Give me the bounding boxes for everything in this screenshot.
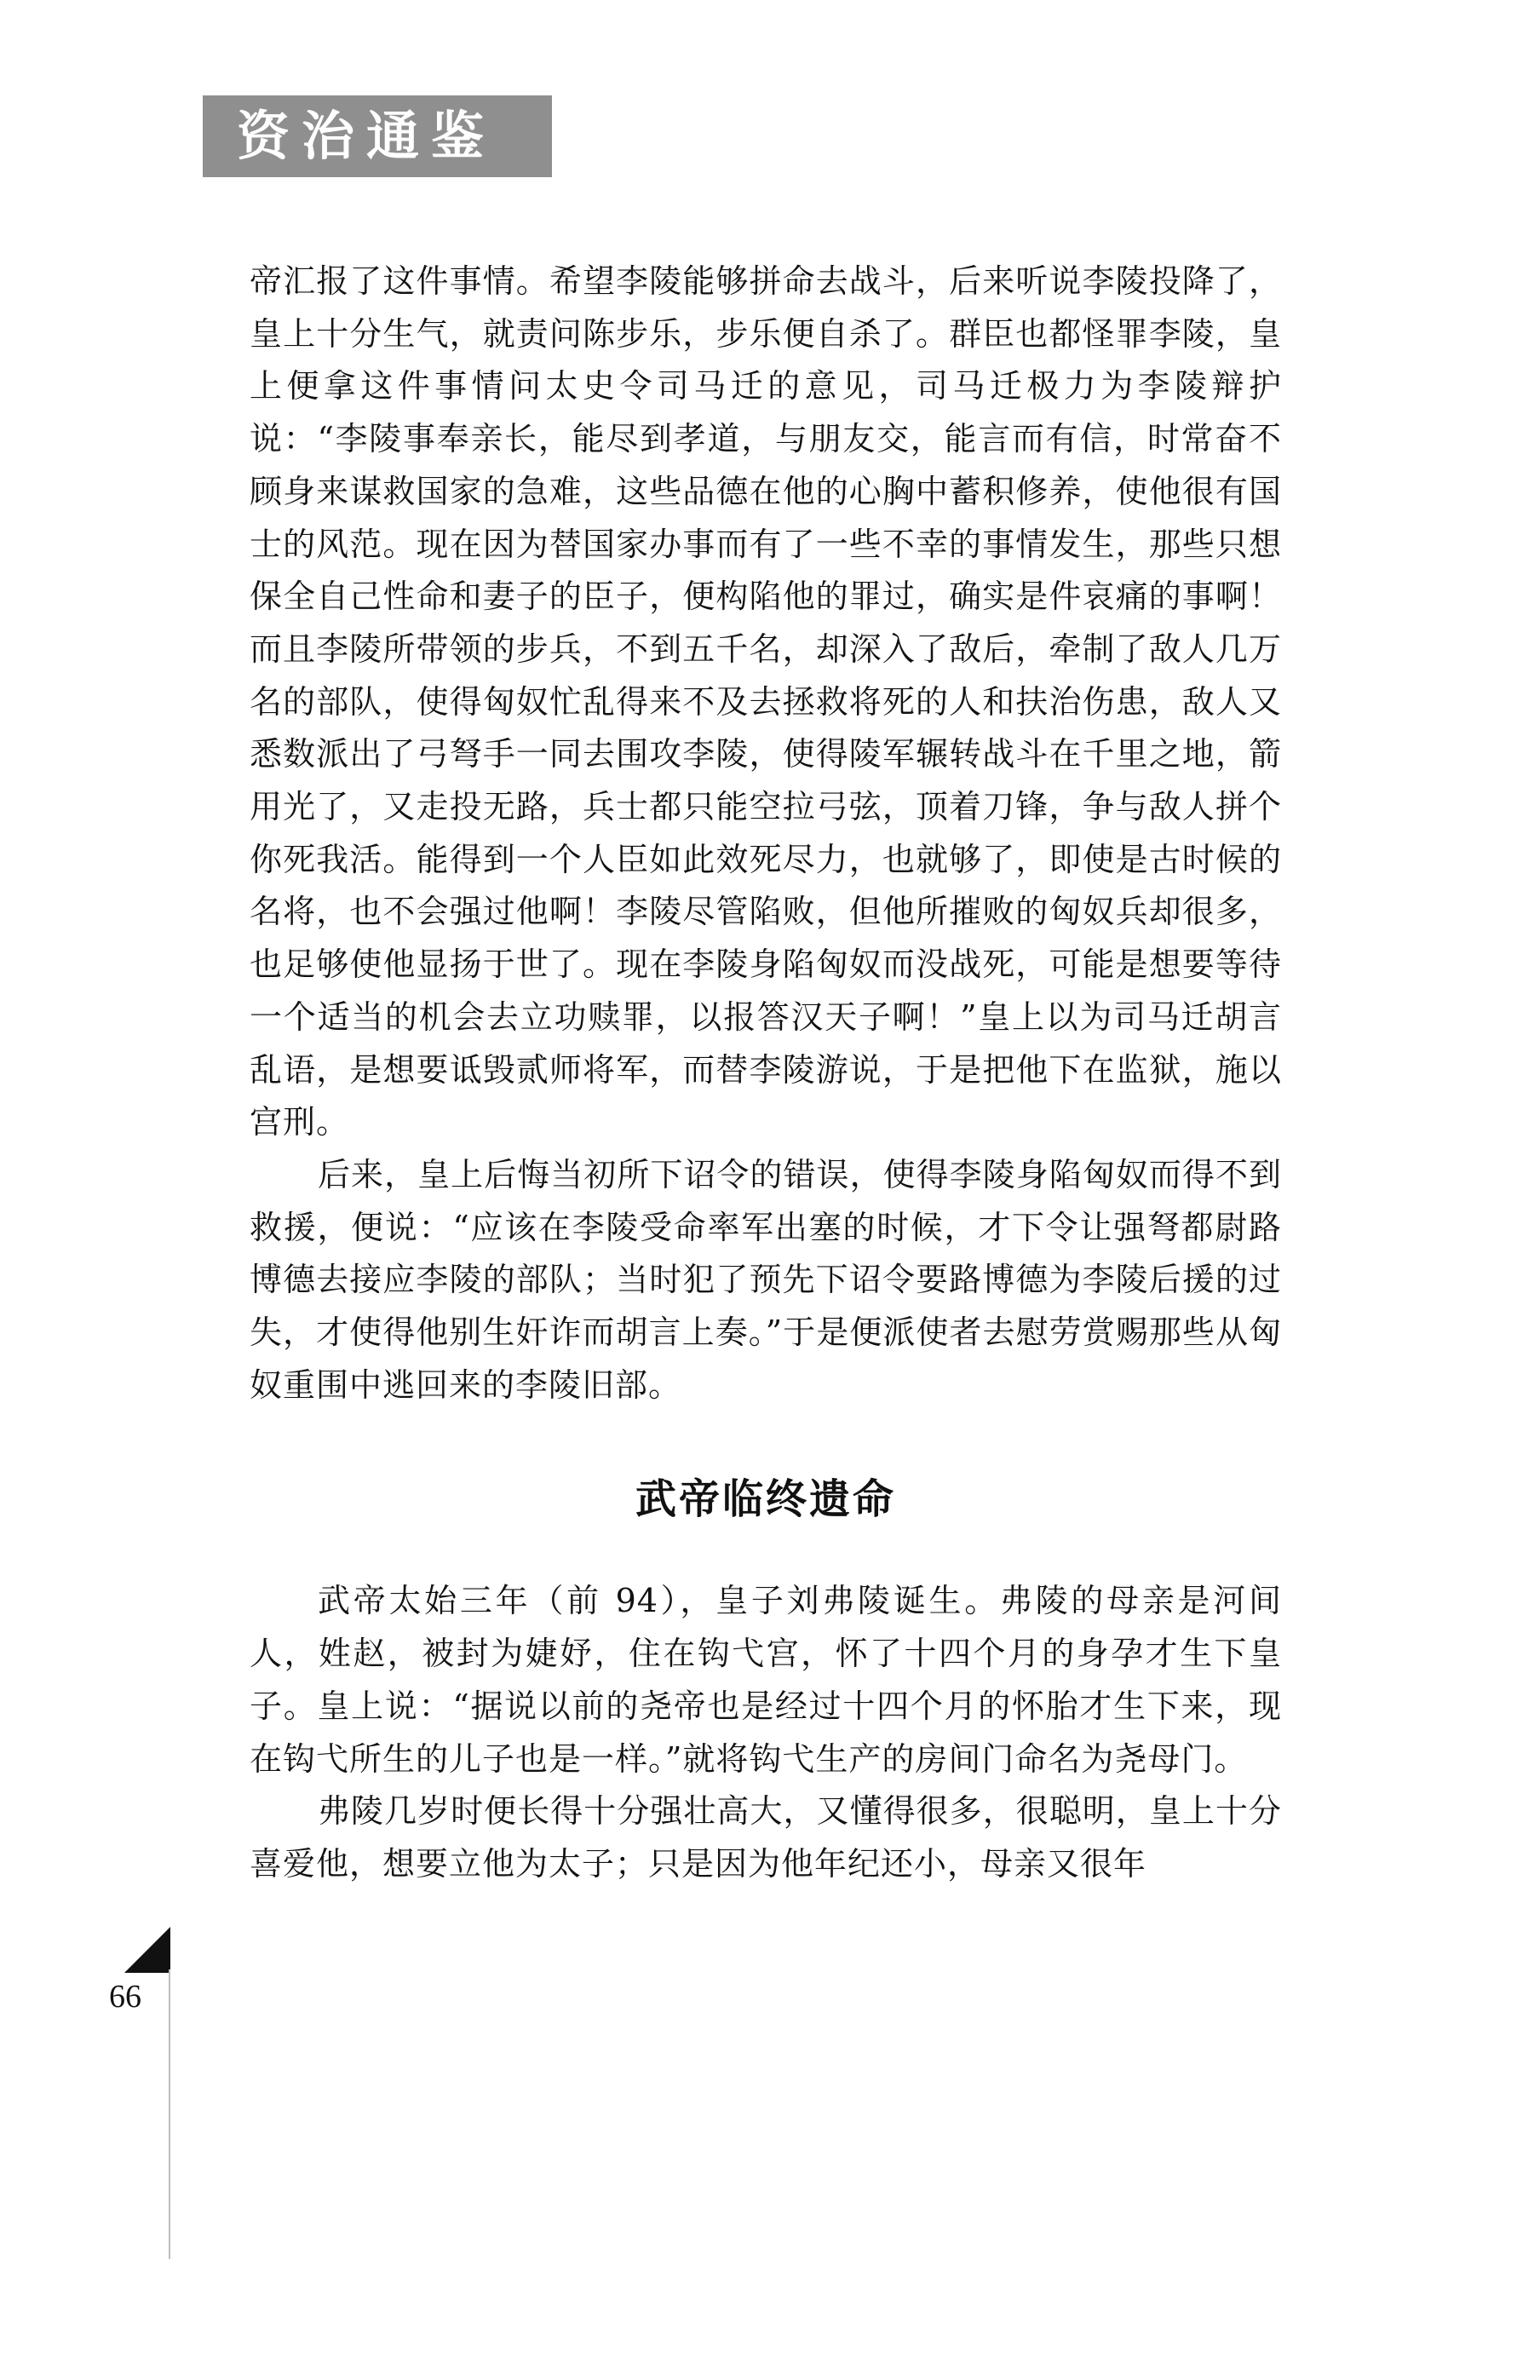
page-body [250,256,1282,1891]
paragraph: 后来，皇上后悔当初所下诏令的错误，使得李陵身陷匈奴而得不到救援，便说：“应该在李陵受命率军出塞的时候，才下令让强弩都尉路博德去接应李陵的部队；当时犯了预先下诏令要路博德为李陵后援的过失，才使得他别生奸诈而胡言上奏。”于是便派使者去慰劳赏赐那些从匈奴重围中逃回来的李陵旧部。 [250,1155,1282,1404]
paragraph: 弗陵几岁时便长得十分强壮高大，又懂得很多，很聪明，皇上十分喜爱他，想要立他为太子；只是因为他年纪还小，母亲又很年 [250,1792,1282,1883]
paragraph: 武帝太始三年（前 94），皇子刘弗陵诞生。弗陵的母亲是河间人，姓赵，被封为婕妤，住在钩弋宫，怀了十四个月的身孕才生下皇子。皇上说：“据说以前的尧帝也是经过十四个月的怀胎才生下来，现在钩弋所生的儿子也是一样。”就将钩弋生产的房间门命名为尧母门。 [250,1582,1282,1778]
section-heading: 武帝临终遗命 [635,1475,896,1524]
page-number: 66 [109,1979,141,2015]
page-corner-triangle-icon [124,1927,170,1973]
book-title-banner: 资治通鉴 [203,95,552,177]
paragraph: 帝汇报了这件事情。希望李陵能够拼命去战斗，后来听说李陵投降了，皇上十分生气，就责问陈步乐，步乐便自杀了。群臣也都怪罪李陵，皇上便拿这件事情问太史令司马迁的意见，司马迁极力为李陵辩护说：“李陵事奉亲长，能尽到孝道，与朋友交，能言而有信，时常奋不顾身来谋救国家的急难，这些品德在他的心胸中蓄积修养，使他很有国士的风范。现在因为替国家办事而有了一些不幸的事情发生，那些只想保全自己性命和妻子的臣子，便构陷他的罪过，确实是件哀痛的事啊！而且李陵所带领的步兵，不到五千名，却深入了敌后，牵制了敌人几万名的部队，使得匈奴忙乱得来不及去拯救将死的人和扶治伤患，敌人又悉数派出了弓弩手一同去围攻李陵，使得陵军辗转战斗在千里之地，箭用光了，又走投无路，兵士都只能空拉弓弦，顶着刀锋，争与敌人拼个你死我活。能得到一个人臣如此效死尽力，也就够了，即使是古时候的名将，也不会强过他啊！李陵尽管陷败，但他所摧败的匈奴兵却很多，也足够使他显扬于世了。现在李陵身陷匈奴而没战死，可能是想要等待一个适当的机会去立功赎罪，以报答汉天子啊！”皇上以为司马迁胡言乱语，是想要诋毁贰师将军，而替李陵游说，于是把他下在监狱，施以宫刑。 [250,262,1282,1141]
margin-divider [169,1969,170,2259]
